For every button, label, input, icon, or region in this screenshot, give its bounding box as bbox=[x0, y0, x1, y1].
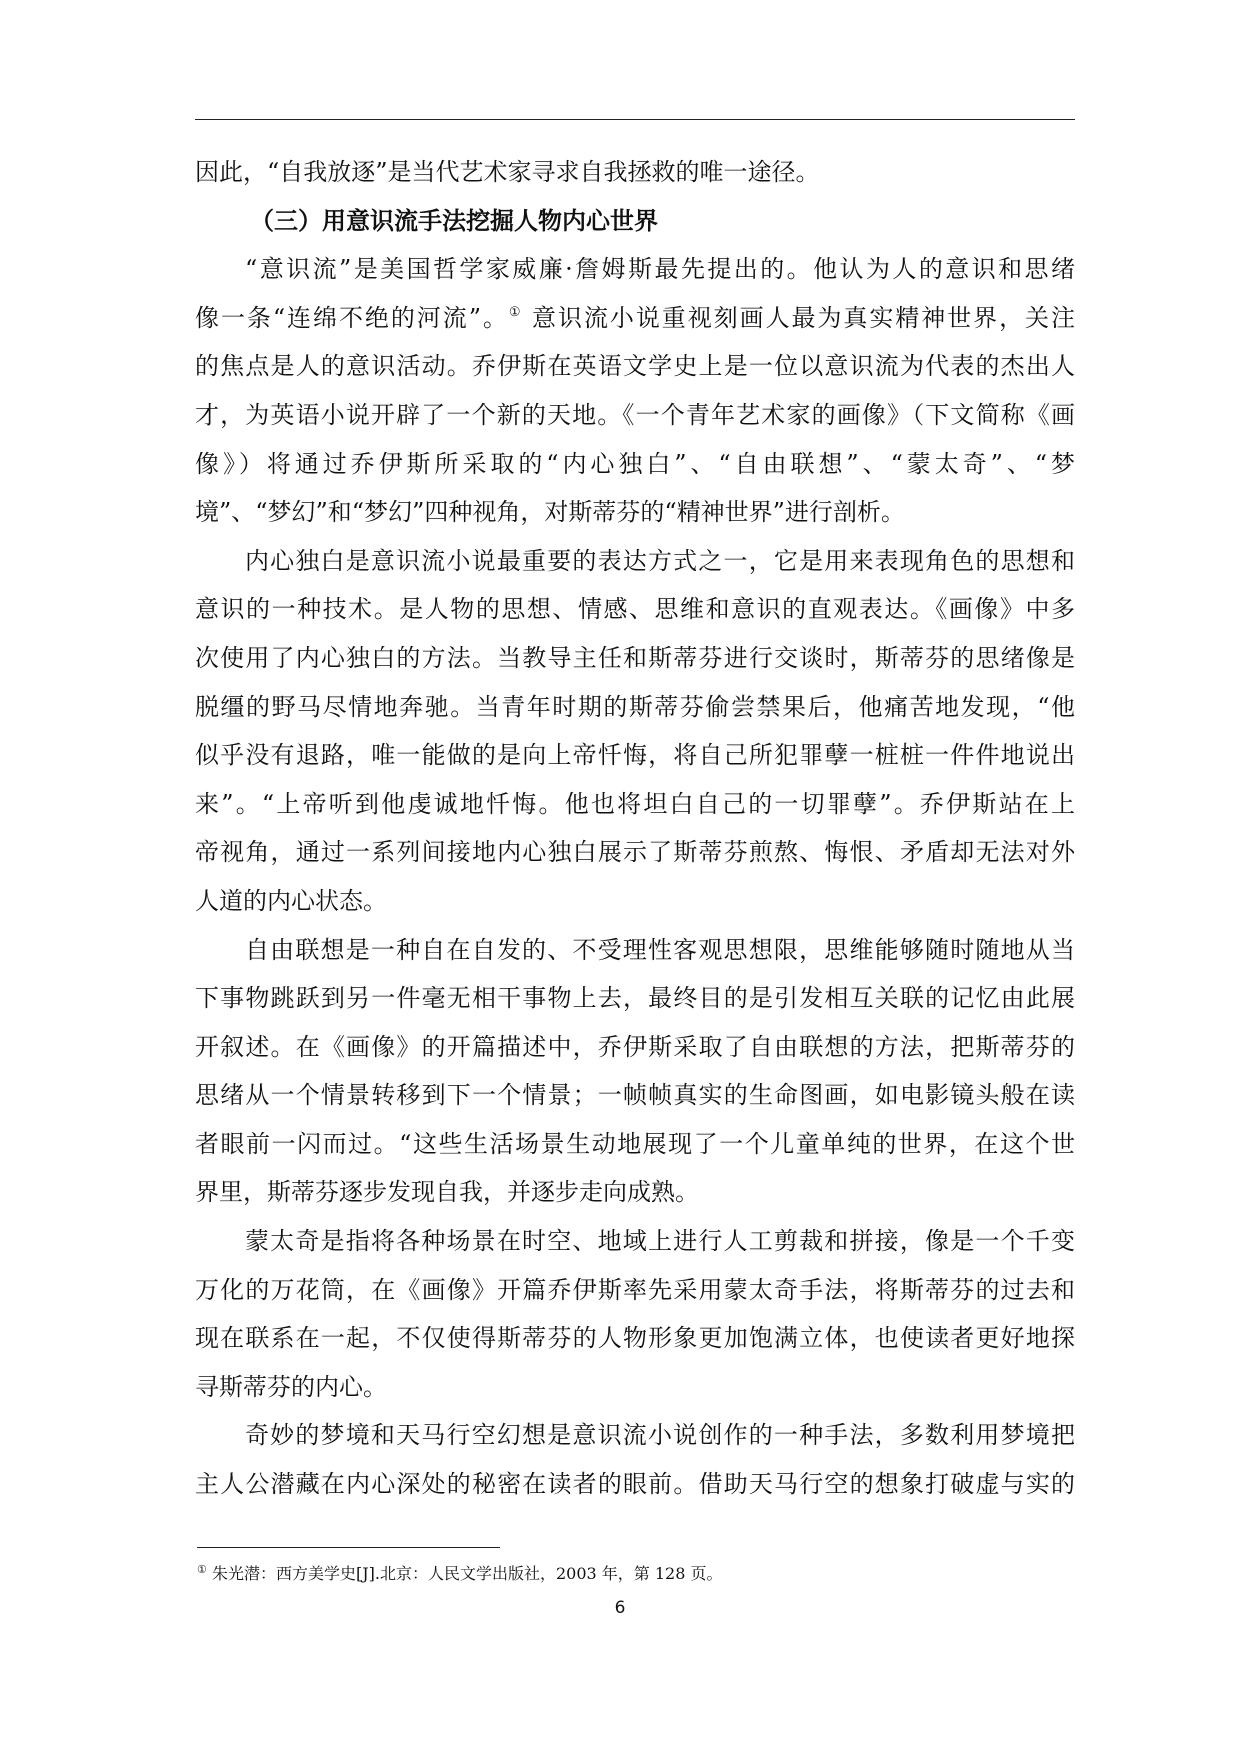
paragraph-continuation: 因此，“自我放逐”是当代艺术家寻求自我拯救的唯一途径。 bbox=[195, 158, 820, 186]
text-line: 自由联想是一种自在自发的、不受理性客观思想限，思维能够随时随地从当 bbox=[245, 935, 1075, 964]
footnote bbox=[197, 1562, 722, 1586]
text-line: 者眼前一闪而过。“这些生活场景生动地展现了一个儿童单纯的世界，在这个世 bbox=[195, 1129, 1075, 1158]
text-line: 次使用了内心独白的方法。当教导主任和斯蒂芬进行交谈时，斯蒂芬的思绪像是 bbox=[195, 643, 1075, 672]
footnote-reference[interactable]: ① bbox=[508, 304, 523, 320]
text-line: 寻斯蒂芬的内心。 bbox=[195, 1372, 387, 1401]
section-heading: （三）用意识流手法挖掘人物内心世界 bbox=[250, 206, 658, 235]
text-line: “意识流”是美国哲学家威廉·詹姆斯最先提出的。他认为人的意识和思绪 bbox=[245, 255, 1075, 284]
text-line: 的焦点是人的意识活动。乔伊斯在英语文学史上是一位以意识流为代表的杰出人 bbox=[195, 352, 1075, 381]
text-line: 像》）将通过乔伊斯所采取的“内心独白”、“自由联想”、“蒙太奇”、“梦 bbox=[195, 449, 1075, 478]
text-line: 界里，斯蒂芬逐步发现自我，并逐步走向成熟。 bbox=[195, 1178, 699, 1207]
text-line: 奇妙的梦境和天马行空幻想是意识流小说创作的一种手法，多数利用梦境把 bbox=[245, 1421, 1075, 1450]
text-line bbox=[195, 294, 1075, 343]
paragraph-stream-of-consciousness bbox=[195, 245, 1075, 537]
text-line: 主人公潜藏在内心深处的秘密在读者的眼前。借助天马行空的想象打破虚与实的 bbox=[195, 1470, 1075, 1499]
document-body bbox=[195, 148, 1075, 1509]
text-line: 开叙述。在《画像》的开篇描述中，乔伊斯采取了自由联想的方法，把斯蒂芬的 bbox=[195, 1032, 1075, 1061]
text-line: 帝视角，通过一系列间接地内心独白展示了斯蒂芬煎熬、悔恨、矛盾却无法对外 bbox=[195, 838, 1075, 867]
text-line: 内心独白是意识流小说最重要的表达方式之一，它是用来表现角色的思想和 bbox=[245, 546, 1075, 575]
text-line: 蒙太奇是指将各种场景在时空、地域上进行人工剪裁和拼接，像是一个千变 bbox=[245, 1227, 1075, 1256]
text-line: 来”。“上帝听到他虔诚地忏悔。他也将坦白自己的一切罪孽”。乔伊斯站在上 bbox=[195, 789, 1075, 818]
text-line: 境”、“梦幻”和“梦幻”四种视角，对斯蒂芬的“精神世界”进行剖析。 bbox=[195, 498, 905, 527]
text-line: 下事物跳跃到另一件毫无相干事物上去，最终目的是引发相互关联的记忆由此展 bbox=[195, 984, 1075, 1013]
paragraph-free-association bbox=[195, 926, 1075, 1218]
text-line: 意识的一种技术。是人物的思想、情感、思维和意识的直观表达。《画像》中多 bbox=[195, 595, 1075, 624]
page-number: 6 bbox=[614, 1598, 626, 1618]
text-line: 才，为英语小说开辟了一个新的天地。《一个青年艺术家的画像》（下文简称《画 bbox=[195, 400, 1075, 429]
header-rule bbox=[195, 119, 1075, 120]
text-line: 现在联系在一起，不仅使得斯蒂芬的人物形象更加饱满立体，也使读者更好地探 bbox=[195, 1324, 1075, 1353]
text-line: 万化的万花筒，在《画像》开篇乔伊斯率先采用蒙太奇手法，将斯蒂芬的过去和 bbox=[195, 1275, 1075, 1304]
paragraph-montage bbox=[195, 1217, 1075, 1411]
text-line: 思绪从一个情景转移到下一个情景；一帧帧真实的生命图画，如电影镜头般在读 bbox=[195, 1081, 1075, 1110]
paragraph-dreams bbox=[195, 1411, 1075, 1508]
text-segment: 意识流小说重视刻画人最为真实精神世界，关注 bbox=[532, 303, 1075, 332]
footnote-mark: ① bbox=[197, 1563, 207, 1576]
text-line: 人道的内心状态。 bbox=[195, 886, 387, 915]
text-segment: 像一条“连绵不绝的河流”。 bbox=[195, 303, 509, 332]
text-line: 脱缰的野马尽情地奔驰。当青年时期的斯蒂芬偷尝禁果后，他痛苦地发现，“他 bbox=[195, 692, 1075, 721]
text-line: 似乎没有退路，唯一能做的是向上帝忏悔，将自己所犯罪孽一桩桩一件件地说出 bbox=[195, 741, 1075, 770]
paragraph-interior-monologue bbox=[195, 537, 1075, 926]
footnote-text: 朱光潜：西方美学史[J].北京：人民文学出版社，2003 年，第 128 页。 bbox=[211, 1564, 723, 1583]
footnote-separator bbox=[197, 1547, 500, 1548]
